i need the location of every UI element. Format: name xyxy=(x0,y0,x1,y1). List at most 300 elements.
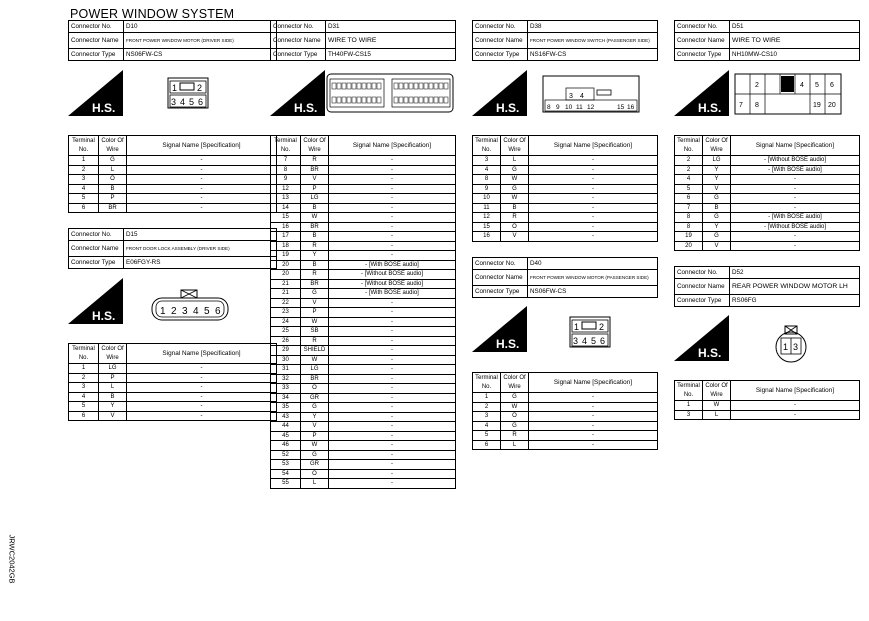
terminal-no-cell: 34 xyxy=(271,393,301,403)
pin-cavity xyxy=(367,97,371,103)
header-signal-name: Signal Name [Specification] xyxy=(529,136,658,156)
terminal-table-d40 xyxy=(472,372,658,450)
pin-cavity xyxy=(444,83,448,89)
pin-label: 6 xyxy=(600,336,606,346)
label-connector-no: Connector No. xyxy=(675,267,730,279)
wire-color-cell: W xyxy=(501,175,529,185)
connector-type: NS06FW-CS xyxy=(528,286,658,298)
terminal-no-cell: 2 xyxy=(675,165,703,175)
pin-label: 1 xyxy=(574,322,580,332)
connector-info-d52 xyxy=(674,266,860,307)
table-row xyxy=(69,156,277,166)
wire-color-cell: W xyxy=(703,401,731,411)
signal-name-cell: - xyxy=(329,317,456,327)
table-row xyxy=(271,441,456,451)
terminal-no-cell: 4 xyxy=(69,392,99,402)
pin-label: 9 xyxy=(556,104,560,111)
signal-name-cell: - xyxy=(329,346,456,356)
hs-label: H.S. xyxy=(698,346,722,360)
terminal-no-cell: 22 xyxy=(271,298,301,308)
wire-color-cell: B xyxy=(301,203,329,213)
signal-name-cell: - xyxy=(329,327,456,337)
table-row xyxy=(69,194,277,204)
terminal-no-cell: 46 xyxy=(271,441,301,451)
table-row xyxy=(473,175,658,185)
pin-cavity xyxy=(429,83,433,89)
table-row xyxy=(69,184,277,194)
table-row xyxy=(473,156,658,166)
table-row xyxy=(69,165,277,175)
pin-label: 4 xyxy=(580,93,584,100)
terminal-no-cell: 2 xyxy=(473,402,501,412)
table-row xyxy=(271,194,456,204)
wire-color-cell: B xyxy=(501,203,529,213)
terminal-no-cell: 5 xyxy=(473,431,501,441)
wire-color-cell: G xyxy=(501,393,529,403)
terminal-no-cell: 4 xyxy=(69,184,99,194)
signal-name-cell: - xyxy=(329,336,456,346)
wire-color-cell: B xyxy=(99,392,127,402)
hs-label: H.S. xyxy=(294,101,318,115)
terminal-no-cell: 6 xyxy=(69,203,99,213)
table-row xyxy=(69,411,277,421)
signal-name-cell: - xyxy=(329,175,456,185)
pin-cavity xyxy=(362,83,366,89)
signal-name-cell: - xyxy=(127,156,277,166)
connector-type: RS06FG xyxy=(730,295,860,307)
terminal-no-cell: 5 xyxy=(69,402,99,412)
signal-name-cell: - xyxy=(329,393,456,403)
pin-cavity xyxy=(434,97,438,103)
signal-name-cell: - xyxy=(329,251,456,261)
terminal-no-cell: 5 xyxy=(675,184,703,194)
signal-name-cell: - xyxy=(731,184,860,194)
hs-icon xyxy=(68,278,123,324)
terminal-no-cell: 16 xyxy=(473,232,501,242)
table-row xyxy=(675,156,860,166)
signal-name-cell: - [With BOSE audio] xyxy=(731,165,860,175)
wire-color-cell: BR xyxy=(99,203,127,213)
signal-name-cell: - xyxy=(127,165,277,175)
wire-color-cell: Y xyxy=(301,412,329,422)
terminal-table-d51 xyxy=(674,135,860,251)
table-row xyxy=(675,203,860,213)
signal-name-cell: - xyxy=(127,194,277,204)
connector-no: D10 xyxy=(124,21,277,33)
hs-icon xyxy=(472,306,527,352)
pin-cavity xyxy=(419,97,423,103)
header-terminal-no: Terminal No. xyxy=(473,373,501,393)
header-terminal-no: Terminal No. xyxy=(473,136,501,156)
terminal-no-cell: 25 xyxy=(271,327,301,337)
signal-name-cell: - [With BOSE audio] xyxy=(329,260,456,270)
table-row xyxy=(271,165,456,175)
signal-name-cell: - xyxy=(329,194,456,204)
wire-color-cell: V xyxy=(301,298,329,308)
table-row xyxy=(675,165,860,175)
table-row xyxy=(271,203,456,213)
terminal-no-cell: 53 xyxy=(271,460,301,470)
page-title: POWER WINDOW SYSTEM xyxy=(70,7,235,21)
table-row xyxy=(473,213,658,223)
pin-cavity xyxy=(439,83,443,89)
wire-color-cell: LG xyxy=(301,194,329,204)
pin-cavity xyxy=(399,97,403,103)
terminal-no-cell: 29 xyxy=(271,346,301,356)
signal-name-cell: - xyxy=(731,241,860,251)
pin-cavity xyxy=(352,83,356,89)
wire-color-cell: BR xyxy=(301,374,329,384)
terminal-table-d15 xyxy=(68,343,277,421)
terminal-no-cell: 1 xyxy=(473,393,501,403)
connector-type: E06FGY-RS xyxy=(124,257,277,269)
pin-cavity xyxy=(414,83,418,89)
terminal-no-cell: 11 xyxy=(473,203,501,213)
signal-name-cell: - xyxy=(329,241,456,251)
signal-name-cell: - [With BOSE audio] xyxy=(731,213,860,223)
signal-name-cell: - xyxy=(329,213,456,223)
signal-name-cell: - xyxy=(529,175,658,185)
connector-info-d38 xyxy=(472,20,658,61)
pin-cavity xyxy=(394,83,398,89)
signal-name-cell: - xyxy=(329,203,456,213)
table-row xyxy=(271,270,456,280)
pin-label: 6 xyxy=(215,306,221,317)
pin-cavity xyxy=(414,97,418,103)
terminal-no-cell: 26 xyxy=(271,336,301,346)
terminal-no-cell: 19 xyxy=(675,232,703,242)
terminal-no-cell: 8 xyxy=(675,222,703,232)
wire-color-cell: SB xyxy=(301,327,329,337)
hs-icon xyxy=(674,315,729,361)
signal-name-cell: - xyxy=(329,422,456,432)
signal-name-cell: - xyxy=(529,184,658,194)
pin-label: 20 xyxy=(828,102,836,109)
table-row xyxy=(473,203,658,213)
wire-color-cell: G xyxy=(301,403,329,413)
signal-name-cell: - xyxy=(329,384,456,394)
header-terminal-no: Terminal No. xyxy=(675,381,703,401)
terminal-table-d31 xyxy=(270,135,456,489)
terminal-no-cell: 8 xyxy=(675,213,703,223)
terminal-no-cell: 19 xyxy=(271,251,301,261)
table-row xyxy=(271,232,456,242)
wire-color-cell: Y xyxy=(703,222,731,232)
table-row xyxy=(271,260,456,270)
pin-label: 2 xyxy=(755,82,759,89)
label-connector-type: Connector Type xyxy=(271,49,326,61)
connector-type: NS06FW-CS xyxy=(124,49,277,61)
signal-name-cell: - xyxy=(329,222,456,232)
terminal-no-cell: 8 xyxy=(473,175,501,185)
pin-cavity xyxy=(347,97,351,103)
table-row xyxy=(675,175,860,185)
terminal-no-cell: 23 xyxy=(271,308,301,318)
terminal-no-cell: 2 xyxy=(69,373,99,383)
wire-color-cell: P xyxy=(301,184,329,194)
wire-color-cell: G xyxy=(703,232,731,242)
table-row xyxy=(271,365,456,375)
label-connector-name: Connector Name xyxy=(473,270,528,286)
header-wire-color: Color Of Wire xyxy=(301,136,329,156)
wire-color-cell: LG xyxy=(301,365,329,375)
wire-color-cell: G xyxy=(703,194,731,204)
table-row xyxy=(271,222,456,232)
wire-color-cell: L xyxy=(501,156,529,166)
signal-name-cell: - xyxy=(731,175,860,185)
wire-color-cell: GR xyxy=(301,393,329,403)
table-row xyxy=(271,374,456,384)
wire-color-cell: L xyxy=(703,410,731,420)
label-connector-no: Connector No. xyxy=(69,21,124,33)
signal-name-cell: - xyxy=(529,421,658,431)
table-row xyxy=(473,232,658,242)
connector-name: FRONT POWER WINDOW SWITCH (PASSENGER SIDE) xyxy=(528,33,658,49)
signal-name-cell: - xyxy=(329,403,456,413)
signal-name-cell: - xyxy=(329,308,456,318)
wire-color-cell: G xyxy=(501,165,529,175)
header-wire-color: Color Of Wire xyxy=(501,373,529,393)
hs-label: H.S. xyxy=(698,101,722,115)
pin-label: 12 xyxy=(587,104,595,111)
connector-name: FRONT POWER WINDOW MOTOR (PASSENGER SIDE) xyxy=(528,270,658,286)
terminal-no-cell: 15 xyxy=(473,222,501,232)
signal-name-cell: - xyxy=(529,393,658,403)
pin-cavity xyxy=(424,83,428,89)
terminal-no-cell: 45 xyxy=(271,431,301,441)
connector-no: D31 xyxy=(326,21,456,33)
table-row xyxy=(69,373,277,383)
hs-label: H.S. xyxy=(92,309,116,323)
wire-color-cell: W xyxy=(301,355,329,365)
wire-color-cell: V xyxy=(99,411,127,421)
terminal-no-cell: 3 xyxy=(473,412,501,422)
header-terminal-no: Terminal No. xyxy=(271,136,301,156)
table-row xyxy=(271,393,456,403)
table-row xyxy=(473,393,658,403)
wire-color-cell: O xyxy=(301,384,329,394)
header-wire-color: Color Of Wire xyxy=(501,136,529,156)
wire-color-cell: V xyxy=(703,241,731,251)
pin-cavity xyxy=(367,83,371,89)
terminal-no-cell: 4 xyxy=(675,175,703,185)
wire-color-cell: O xyxy=(99,175,127,185)
signal-name-cell: - xyxy=(529,440,658,450)
wire-color-cell: R xyxy=(301,270,329,280)
table-row xyxy=(271,251,456,261)
table-row xyxy=(675,213,860,223)
header-signal-name: Signal Name [Specification] xyxy=(127,136,277,156)
pin-label: 1 xyxy=(172,83,178,93)
pin-label: 3 xyxy=(171,97,177,107)
terminal-no-cell: 55 xyxy=(271,479,301,489)
wire-color-cell: Y xyxy=(301,251,329,261)
pin-cavity xyxy=(357,97,361,103)
table-row xyxy=(271,289,456,299)
terminal-no-cell: 12 xyxy=(473,213,501,223)
label-connector-type: Connector Type xyxy=(675,49,730,61)
pin-label: 7 xyxy=(739,102,743,109)
signal-name-cell: - xyxy=(329,450,456,460)
terminal-no-cell: 21 xyxy=(271,289,301,299)
signal-name-cell: - xyxy=(329,165,456,175)
label-connector-name: Connector Name xyxy=(473,33,528,49)
signal-name-cell: - [Without BOSE audio] xyxy=(329,279,456,289)
table-row xyxy=(69,392,277,402)
wire-color-cell: G xyxy=(301,450,329,460)
pin-cavity xyxy=(394,97,398,103)
wire-color-cell: B xyxy=(99,184,127,194)
connector-info-d31 xyxy=(270,20,456,61)
signal-name-cell: - xyxy=(127,364,277,374)
wire-color-cell: V xyxy=(301,422,329,432)
signal-name-cell: - xyxy=(731,194,860,204)
table-row xyxy=(271,279,456,289)
table-row xyxy=(473,412,658,422)
terminal-no-cell: 2 xyxy=(69,165,99,175)
connector-diagram-d52 xyxy=(770,324,812,364)
table-row xyxy=(271,156,456,166)
connector-no: D40 xyxy=(528,258,658,270)
pin-cavity xyxy=(409,97,413,103)
table-row xyxy=(473,165,658,175)
signal-name-cell: - xyxy=(127,175,277,185)
connector-info-d51 xyxy=(674,20,860,61)
pin-cavity xyxy=(352,97,356,103)
pin-cavity xyxy=(357,83,361,89)
wire-color-cell: W xyxy=(301,317,329,327)
table-row xyxy=(271,317,456,327)
wire-color-cell: R xyxy=(501,213,529,223)
signal-name-cell: - xyxy=(329,156,456,166)
connector-type: NS16FW-CS xyxy=(528,49,658,61)
header-signal-name: Signal Name [Specification] xyxy=(329,136,456,156)
pin-label: 10 xyxy=(565,104,573,111)
signal-name-cell: - xyxy=(329,184,456,194)
table-row xyxy=(675,401,860,411)
label-connector-no: Connector No. xyxy=(473,258,528,270)
terminal-no-cell: 3 xyxy=(675,410,703,420)
pin-cavity xyxy=(337,97,341,103)
table-row xyxy=(271,469,456,479)
terminal-no-cell: 6 xyxy=(69,411,99,421)
pin-cavity xyxy=(404,83,408,89)
pin-cavity xyxy=(404,97,408,103)
wire-color-cell: G xyxy=(99,156,127,166)
wire-color-cell: SHIELD xyxy=(301,346,329,356)
pin-label: 6 xyxy=(198,97,204,107)
signal-name-cell: - xyxy=(529,165,658,175)
table-row xyxy=(271,460,456,470)
hs-icon xyxy=(68,70,123,116)
label-connector-type: Connector Type xyxy=(473,286,528,298)
wire-color-cell: O xyxy=(501,222,529,232)
pin-cavity xyxy=(337,83,341,89)
connector-diagram-d51 xyxy=(734,72,842,116)
header-wire-color: Color Of Wire xyxy=(99,344,127,364)
terminal-no-cell: 43 xyxy=(271,412,301,422)
signal-name-cell: - xyxy=(329,232,456,242)
label-connector-no: Connector No. xyxy=(675,21,730,33)
terminal-no-cell: 7 xyxy=(271,156,301,166)
table-row xyxy=(69,203,277,213)
pin-label: 3 xyxy=(182,306,188,317)
wire-color-cell: B xyxy=(703,203,731,213)
pin-label: 5 xyxy=(204,306,210,317)
terminal-no-cell: 20 xyxy=(675,241,703,251)
wire-color-cell: G xyxy=(501,184,529,194)
connector-no: D15 xyxy=(124,229,277,241)
terminal-no-cell: 31 xyxy=(271,365,301,375)
signal-name-cell: - xyxy=(127,383,277,393)
pin-label: 8 xyxy=(547,104,551,111)
terminal-no-cell: 3 xyxy=(69,383,99,393)
pin-label: 5 xyxy=(591,336,597,346)
pin-label: 2 xyxy=(599,322,605,332)
pin-label: 1 xyxy=(160,306,166,317)
connector-name: REAR POWER WINDOW MOTOR LH xyxy=(730,279,860,295)
pin-cavity xyxy=(362,97,366,103)
wire-color-cell: R xyxy=(301,156,329,166)
connector-type: TH40FW-CS15 xyxy=(326,49,456,61)
terminal-no-cell: 7 xyxy=(675,203,703,213)
terminal-no-cell: 30 xyxy=(271,355,301,365)
header-signal-name: Signal Name [Specification] xyxy=(127,344,277,364)
table-row xyxy=(271,412,456,422)
wire-color-cell: R xyxy=(301,336,329,346)
signal-name-cell: - xyxy=(329,365,456,375)
terminal-no-cell: 44 xyxy=(271,422,301,432)
wire-color-cell: V xyxy=(301,175,329,185)
terminal-table-d38 xyxy=(472,135,658,242)
pin-label: 16 xyxy=(627,104,635,111)
label-connector-type: Connector Type xyxy=(473,49,528,61)
header-terminal-no: Terminal No. xyxy=(675,136,703,156)
terminal-no-cell: 12 xyxy=(271,184,301,194)
wire-color-cell: W xyxy=(301,213,329,223)
wire-color-cell: LG xyxy=(99,364,127,374)
terminal-no-cell: 1 xyxy=(69,364,99,374)
document-code: JRWC2042GB xyxy=(7,534,17,584)
pin-label: 1 xyxy=(783,342,789,352)
wire-color-cell: GR xyxy=(301,460,329,470)
terminal-no-cell: 21 xyxy=(271,279,301,289)
wire-color-cell: BR xyxy=(301,279,329,289)
connector-name: WIRE TO WIRE xyxy=(730,33,860,49)
table-row xyxy=(271,450,456,460)
signal-name-cell: - xyxy=(329,431,456,441)
connector-diagram-d31 xyxy=(326,73,454,113)
connector-no: D38 xyxy=(528,21,658,33)
wire-color-cell: LG xyxy=(703,156,731,166)
header-wire-color: Color Of Wire xyxy=(99,136,127,156)
terminal-no-cell: 14 xyxy=(271,203,301,213)
terminal-no-cell: 32 xyxy=(271,374,301,384)
wire-color-cell: G xyxy=(301,289,329,299)
pin-cavity xyxy=(424,97,428,103)
wire-color-cell: G xyxy=(501,421,529,431)
label-connector-type: Connector Type xyxy=(69,257,124,269)
hs-icon xyxy=(270,70,325,116)
pin-label: 5 xyxy=(189,97,195,107)
signal-name-cell: - xyxy=(329,374,456,384)
pin-cavity xyxy=(342,97,346,103)
table-row xyxy=(473,440,658,450)
wire-color-cell: W xyxy=(301,441,329,451)
pin-cavity xyxy=(409,83,413,89)
table-row xyxy=(675,184,860,194)
pin-cavity xyxy=(439,97,443,103)
